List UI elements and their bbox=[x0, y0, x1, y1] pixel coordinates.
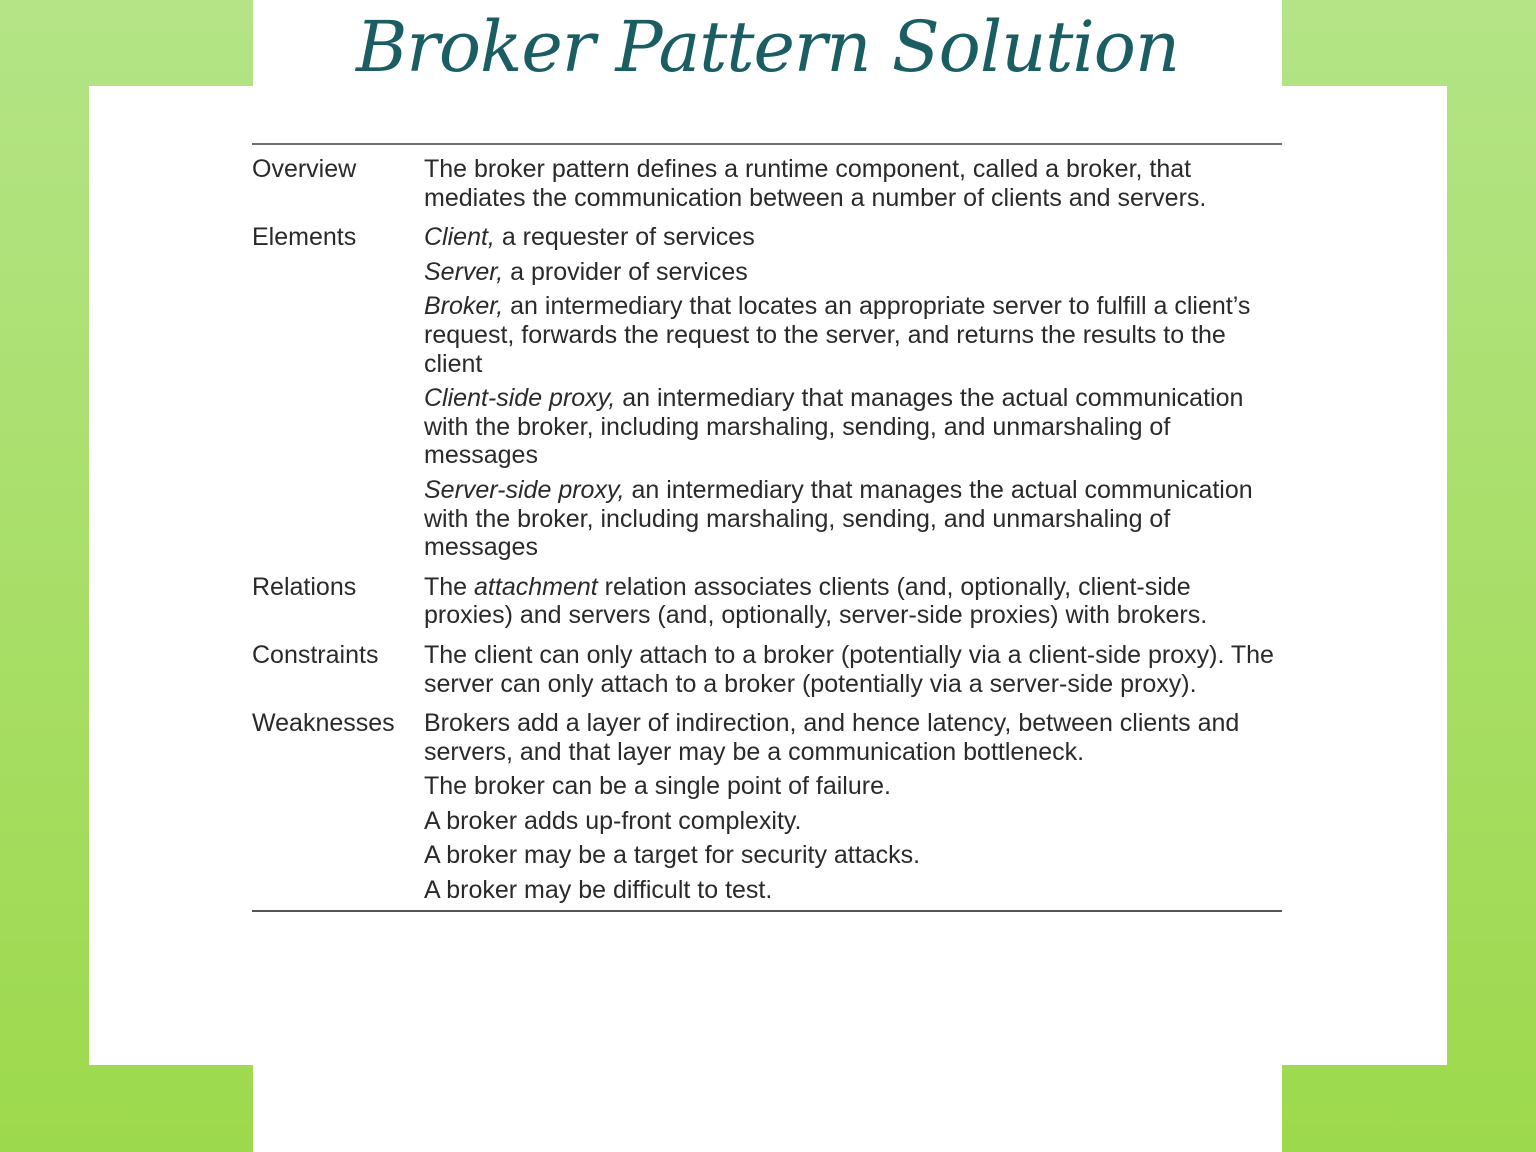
pattern-table bbox=[252, 143, 1282, 912]
row-content bbox=[424, 573, 1274, 630]
entry bbox=[424, 709, 1274, 766]
table-row-weaknesses bbox=[252, 709, 1282, 905]
entry bbox=[424, 807, 1274, 836]
row-label: Elements bbox=[252, 223, 357, 252]
entry bbox=[424, 841, 1274, 870]
entry bbox=[424, 573, 1274, 630]
entry bbox=[424, 292, 1274, 378]
entry bbox=[424, 641, 1274, 698]
entry bbox=[424, 876, 1274, 905]
entry-text: A broker adds up-front complexity. bbox=[424, 806, 802, 835]
entry bbox=[424, 772, 1274, 801]
entry-term: attachment bbox=[474, 572, 598, 601]
entry bbox=[424, 258, 1274, 287]
table-row-relations bbox=[252, 573, 1282, 630]
entry-text: Brokers add a layer of indirection, and hence latency, between clients and servers, and that layer may be a communication bottleneck. bbox=[424, 709, 1240, 766]
entry-text: The client can only attach to a broker (potentially via a client-side proxy). The server can only attach to a broker (potentially via a server-side proxy). bbox=[424, 640, 1274, 698]
entry-text: A broker may be difficult to test. bbox=[424, 876, 773, 905]
table-row-elements bbox=[252, 223, 1282, 562]
entry-text: relation associates clients (and, optionally, client-side proxies) and servers (and, optionally, server-side proxies) with brokers. bbox=[424, 572, 1208, 630]
entry-text: a requester of services bbox=[494, 223, 755, 252]
row-content bbox=[424, 709, 1274, 905]
entry-term: Client-side proxy, bbox=[424, 384, 616, 413]
entry bbox=[424, 223, 1274, 252]
entry-term: Client, bbox=[424, 223, 495, 252]
row-content bbox=[424, 641, 1274, 698]
entry-text: The broker can be a single point of failure. bbox=[424, 772, 891, 801]
entry bbox=[424, 155, 1274, 212]
row-label: Weaknesses bbox=[252, 709, 395, 738]
row-content bbox=[424, 223, 1274, 562]
entry-term: Server, bbox=[424, 257, 504, 286]
row-label: Overview bbox=[252, 155, 357, 183]
entry-text: an intermediary that manages the actual communication with the broker, including marshaling, sending, and unmarshaling of messages bbox=[424, 475, 1253, 562]
slide-title: Broker Pattern Solution bbox=[355, 6, 1180, 88]
entry-text: an intermediary that locates an appropriate server to fulfill a client’s request, forwards the request to the server, and returns the results to the client bbox=[424, 292, 1251, 378]
entry-text: a provider of services bbox=[503, 257, 748, 286]
row-content bbox=[424, 155, 1274, 212]
row-label: Constraints bbox=[252, 640, 379, 669]
table-row-constraints bbox=[252, 641, 1282, 698]
row-label: Relations bbox=[252, 572, 357, 601]
entry-text: an intermediary that manages the actual communication with the broker, including marshaling, sending, and unmarshaling of messages bbox=[424, 384, 1244, 470]
entry-prefix: The bbox=[424, 572, 475, 601]
entry bbox=[424, 476, 1274, 562]
entry-text: A broker may be a target for security attacks. bbox=[424, 841, 921, 870]
entry-text: The broker pattern defines a runtime component, called a broker, that mediates the communication between a number of clients and servers. bbox=[424, 155, 1207, 212]
entry bbox=[424, 384, 1274, 470]
table-row-overview bbox=[252, 155, 1282, 212]
entry-term: Server-side proxy, bbox=[424, 475, 625, 504]
entry-term: Broker, bbox=[424, 292, 504, 321]
